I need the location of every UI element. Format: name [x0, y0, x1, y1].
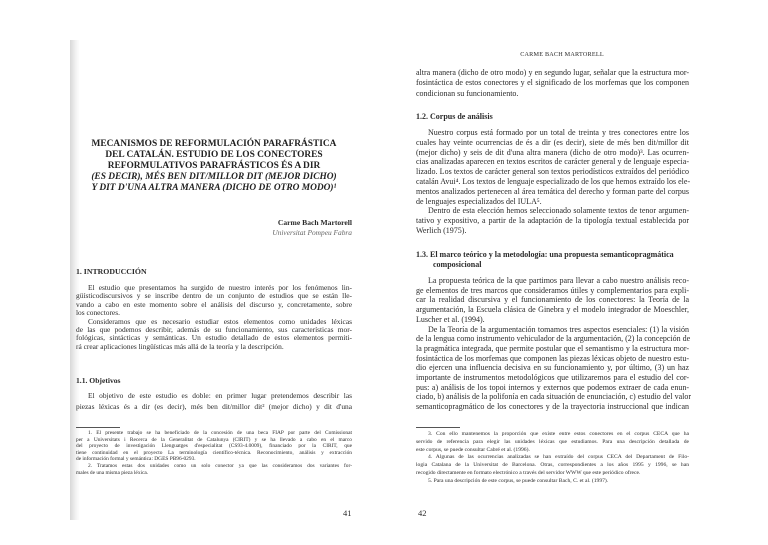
- text-line: per a Universitats i Recerca de la Generalitat de Catalunya (CIRIT) y se ha llevado a cabo en el marco: [76, 436, 352, 443]
- objetivos-text: [76, 391, 352, 412]
- heading-line: 1.3. El marco teórico y la metodología: una propuesta semanticopragmática: [416, 250, 674, 259]
- author-affiliation: Universitat Pompeu Fabra: [272, 228, 352, 237]
- footnotes: [416, 431, 689, 486]
- paragraph: [416, 276, 689, 325]
- text-line: ge elementos de tres marcos que consideramos útiles y complementarios para expli-: [416, 285, 689, 295]
- text-line: del proyecto de investigación Llenguatges d'especialitat (CS93-4.0009), financiado por la CIRIT, que: [76, 443, 352, 450]
- text-line: catalán Avui⁴. Los textos de lenguaje especializado de los que hemos extraído los ele-: [416, 176, 691, 186]
- text-line: argumentación, la Escuela clásica de Ginebra y el modelo integrador de Moeschler,: [416, 305, 689, 315]
- text-line: de la lengua como instrumento vehiculador de la argumentación, (2) la concepción de: [416, 334, 691, 344]
- paragraph: [416, 454, 689, 477]
- article-title: [76, 139, 352, 194]
- text-line: ciado, b) análisis de la polifonía en cada situación de enunciación, c) estudio del valor: [416, 392, 692, 402]
- text-line: piezas léxicas és a dir (es decir), més ben dit/millor dit² (mejor dicho) y dit d'una: [76, 401, 352, 411]
- marco-text: [416, 276, 692, 412]
- text-line: 4. Algunas de las ocurrencias analizadas se han extraído del corpus CECA del Departament de Filo-: [428, 454, 689, 461]
- paragraph: [416, 206, 689, 235]
- text-line: (mejor dicho) y seis de dit d'una altra manera (dicho de otro modo)³. Las ocurren-: [416, 147, 689, 157]
- text-line: rá crear aplicaciones lingüísticas más allá de la teoría y la descripción.: [76, 341, 284, 351]
- text-line: cuales hay veinte ocurrencias de és a dir (es decir), siete de més ben dit/millor dit: [416, 137, 689, 147]
- text-line: vando a cabo en este momento sobre el análisis del discurso y, concretamente, sobre: [76, 299, 352, 309]
- paragraph: [416, 68, 689, 99]
- text-line: semanticopragmático de los conectores y de la trayectoria instruccional que indican: [416, 402, 689, 412]
- text-line: mentos analizados pertenecen al área temática del derecho y forman parte del corpus: [416, 186, 689, 196]
- text-line: La propuesta teórica de la que partimos para llevar a cabo nuestro análisis reco-: [428, 276, 689, 285]
- footnote-rule: [416, 427, 460, 428]
- continuation-text: [416, 68, 689, 99]
- text-line: tiene continuidad en el proyecto La terminología científico-técnica. Reconocimiento, análisis y extracción: [76, 449, 352, 456]
- running-head: CARME BACH MARTORELL: [520, 51, 604, 58]
- page-number: 42: [418, 508, 427, 518]
- paragraph: [76, 284, 352, 318]
- corpus-text: [416, 128, 689, 236]
- title-line: DEL CATALÁN. ESTUDIO DE LOS CONECTORES: [105, 150, 323, 160]
- text-line: El estudio que presentamos ha surgido de nuestro interés por los fenómenos lin-: [88, 283, 352, 292]
- text-line: 2. Tratamos estas dos unidades como un solo conector ya que las consideramos dos variantes for-: [88, 462, 352, 469]
- page-number: 41: [343, 508, 352, 518]
- text-line: la pragmática integrada, que permite postular que el semantismo y la estructura mor-: [416, 343, 689, 353]
- paragraph: [76, 430, 352, 463]
- text-line: importante de instrumentos metodológicos que utilizaremos para el estudio del cor-: [416, 373, 689, 383]
- text-line: lizado. Los textos de carácter general son textos periodísticos extraídos del periódico: [416, 167, 689, 177]
- text-line: De la Teoría de la argumentación tomamos tres aspectos esenciales: (1) la visión: [428, 324, 689, 334]
- title-line: MECANISMOS DE REFORMULACIÓN PARAFRÁSTICA: [91, 139, 337, 149]
- paragraph: [416, 478, 689, 486]
- paragraph: [416, 431, 689, 454]
- text-line: males de una misma pieza léxica.: [76, 469, 149, 476]
- heading-marco: [416, 250, 674, 269]
- text-line: de información formal y semántica: DGES PB96-0293.: [76, 456, 196, 463]
- paragraph: [76, 391, 352, 412]
- text-line: Dentro de esta elección hemos seleccionado solamente textos de tenor argumen-: [428, 206, 689, 216]
- text-line: dio ejercen una influencia decisiva en su funcionamiento y, por último, (3) un haz: [416, 363, 689, 373]
- text-line: fológicas, sintácticas y semánticas. Un estudio detallado de estos elementos permiti-: [76, 333, 352, 343]
- text-line: condicionan su funcionamiento.: [416, 88, 519, 98]
- footnote-rule: [76, 427, 120, 428]
- title-line: Y DIT D'UNA ALTRA MANERA (DICHO DE OTRO MODO)¹: [91, 183, 337, 193]
- text-line: de las que podemos describir, además de su funcionamiento, sus características mor-: [76, 325, 352, 335]
- footnotes: [76, 430, 352, 476]
- intro-text: [76, 284, 352, 351]
- text-line: Consideramos que es necesario estudiar estos elementos como unidades léxicas: [88, 316, 352, 326]
- text-line: cias analizadas aparecen en textos escritos de carácter general y de lenguaje especia-: [416, 157, 689, 167]
- text-line: tativo y expositivo, a partir de la adaptación de la tipología textual establecida por: [416, 216, 689, 226]
- text-line: fosintáctica de estos conectores y el significado de los morfemas que los componen: [416, 78, 689, 88]
- text-line: 1. El presente trabajo se ha beneficiado de la concesión de una beca FIAP por parte del Comissionat: [88, 430, 352, 436]
- text-line: car la realidad discursiva y el funcionamiento de los conectores: la Teoría de la: [416, 295, 689, 305]
- text-line: los conectores.: [76, 308, 120, 318]
- text-line: altra manera (dicho de otro modo) y en segundo lugar, señalar que la estructura mor-: [416, 68, 689, 77]
- text-line: güísticodiscursivos y se inscribe dentro de un conjunto de estudios que se están lle-: [76, 291, 352, 301]
- text-line: recogido directamente en formato electrónico a través del servidor WWW que este periódico ofrece.: [416, 469, 641, 476]
- text-line: El objetivo de este estudio es doble: en primer lugar pretendemos describir las: [88, 391, 352, 400]
- heading-line: composicional: [433, 259, 482, 269]
- paragraph: [76, 318, 352, 352]
- text-line: de lenguajes especializados del IULA⁵.: [416, 196, 542, 206]
- heading-introduccion: 1. INTRODUCCIÓN: [76, 267, 147, 276]
- text-line: 5. Para una descripción de este corpus, se puede consultar Bach, C. et al. (1997).: [428, 477, 609, 484]
- text-line: este corpus, se puede consultar Cabré et al. (1996).: [416, 446, 530, 453]
- author-name: Carme Bach Martorell: [277, 218, 352, 227]
- heading-corpus: 1.2. Corpus de análisis: [416, 112, 493, 121]
- text-line: Nuestro corpus está formado por un total de treinta y tres conectores entre los: [428, 128, 689, 137]
- text-line: servido de referencia para elegir las unidades léxicas que estudiamos. Para una descripción detallada de: [416, 438, 689, 445]
- paragraph: [76, 463, 352, 476]
- text-line: pus: a) análisis de los topoi internos y externos que podemos extraer de cada enun-: [416, 382, 689, 392]
- heading-objetivos: 1.1. Objetivos: [76, 376, 121, 385]
- text-line: 3. Con ello mantenemos la proporción que existe entre estos conectores en el corpus CECA que ha: [428, 431, 689, 437]
- text-line: fosintáctica de los morfemas que componen las piezas léxicas objeto de nuestro estu-: [416, 353, 689, 363]
- title-line: REFORMULATIVOS PARAFRÁSTICOS ÉS A DIR: [107, 161, 321, 171]
- text-line: Werlich (1975).: [416, 225, 467, 235]
- paragraph: [416, 324, 692, 412]
- paragraph: [416, 128, 689, 206]
- title-line: (ES DECIR), MÉS BEN DIT/MILLOR DIT (MEJOR DICHO): [91, 172, 337, 182]
- text-line: logia Catalana de la Universitat de Barcelona. Otras, correspondientes a los años 1995 y 1996, se han: [416, 462, 689, 469]
- right-page: [384, 0, 768, 545]
- text-line: Luscher et al. (1994).: [416, 314, 485, 324]
